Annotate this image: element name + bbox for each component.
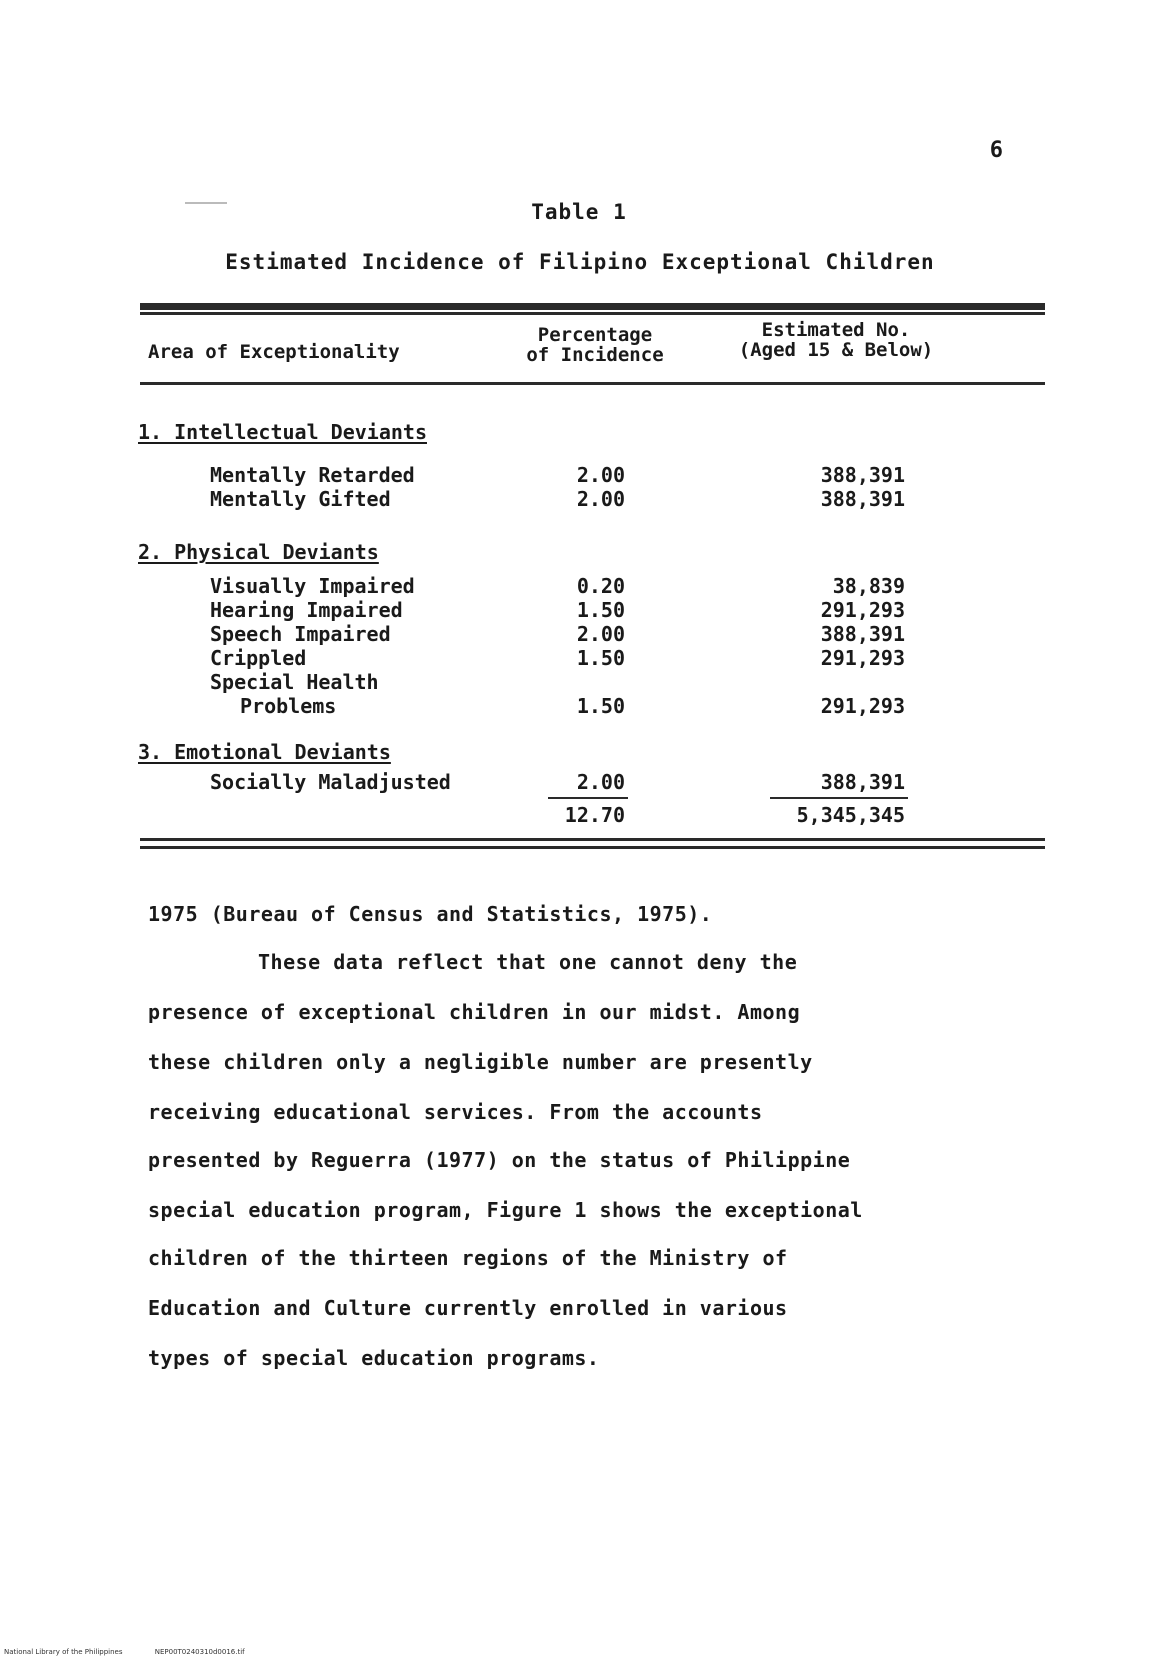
row-label: Visually Impaired (210, 574, 415, 598)
body-line: 1975 (Bureau of Census and Statistics, 1975). (148, 902, 713, 926)
footer-library: National Library of the Philippines (4, 1648, 123, 1656)
sum-underline-est (770, 797, 908, 799)
row-label-cont: Problems (240, 694, 337, 718)
row-pct: 0.20 (576, 574, 625, 598)
footer-file-id: NEP00T0240310d0016.tif (154, 1648, 245, 1656)
table-top-rule (140, 303, 1045, 310)
row-est: 388,391 (820, 770, 905, 794)
body-line: these children only a negligible number are presently (148, 1050, 813, 1074)
row-est: 291,293 (820, 598, 905, 622)
page-number: 6 (989, 138, 1003, 163)
row-pct: 2.00 (576, 622, 625, 646)
sum-underline-pct (548, 797, 628, 799)
row-label: Mentally Retarded (210, 463, 415, 487)
row-est: 38,839 (832, 574, 905, 598)
row-pct: 2.00 (576, 487, 625, 511)
row-est: 388,391 (820, 487, 905, 511)
table-bottom-rule (140, 838, 1045, 841)
row-label: Mentally Gifted (210, 487, 391, 511)
row-est: 291,293 (820, 694, 905, 718)
total-pct: 12.70 (564, 803, 625, 827)
row-est: 291,293 (820, 646, 905, 670)
row-pct: 2.00 (576, 463, 625, 487)
row-pct: 1.50 (576, 646, 625, 670)
total-est: 5,345,345 (796, 803, 905, 827)
row-label: Hearing Impaired (210, 598, 403, 622)
table-title: Estimated Incidence of Filipino Exceptional Children (225, 250, 935, 274)
section-title-physical: 2. Physical Deviants (138, 540, 379, 564)
header-percentage: Percentage of Incidence (526, 324, 664, 366)
row-label: Socially Maladjusted (210, 770, 451, 794)
row-label: Speech Impaired (210, 622, 391, 646)
body-line: types of special education programs. (148, 1346, 600, 1370)
body-line: presence of exceptional children in our midst. Among (148, 1000, 801, 1024)
body-line: presented by Reguerra (1977) on the status of Philippine (148, 1148, 851, 1172)
body-line: children of the thirteen regions of the Ministry of (148, 1246, 788, 1270)
table-bottom-rule-2 (140, 846, 1045, 849)
row-label: Crippled (210, 646, 307, 670)
body-line: receiving educational services. From the accounts (148, 1100, 763, 1124)
header-estimated: Estimated No. (Aged 15 & Below) (738, 319, 934, 361)
section-title-emotional: 3. Emotional Deviants (138, 740, 391, 764)
row-pct: 2.00 (576, 770, 625, 794)
row-est: 388,391 (820, 622, 905, 646)
header-area: Area of Exceptionality (148, 341, 400, 363)
row-pct: 1.50 (576, 598, 625, 622)
row-est: 388,391 (820, 463, 905, 487)
table-top-rule-2 (140, 312, 1045, 315)
section-title-intellectual: 1. Intellectual Deviants (138, 420, 427, 444)
table-label: Table 1 (531, 200, 627, 224)
body-line: Education and Culture currently enrolled in various (148, 1296, 788, 1320)
body-line: These data reflect that one cannot deny the (258, 950, 798, 974)
table-header-rule (140, 382, 1045, 385)
row-label: Special Health (210, 670, 379, 694)
scan-footer (4, 1648, 275, 1656)
row-pct: 1.50 (576, 694, 625, 718)
body-line: special education program, Figure 1 shows the exceptional (148, 1198, 863, 1222)
